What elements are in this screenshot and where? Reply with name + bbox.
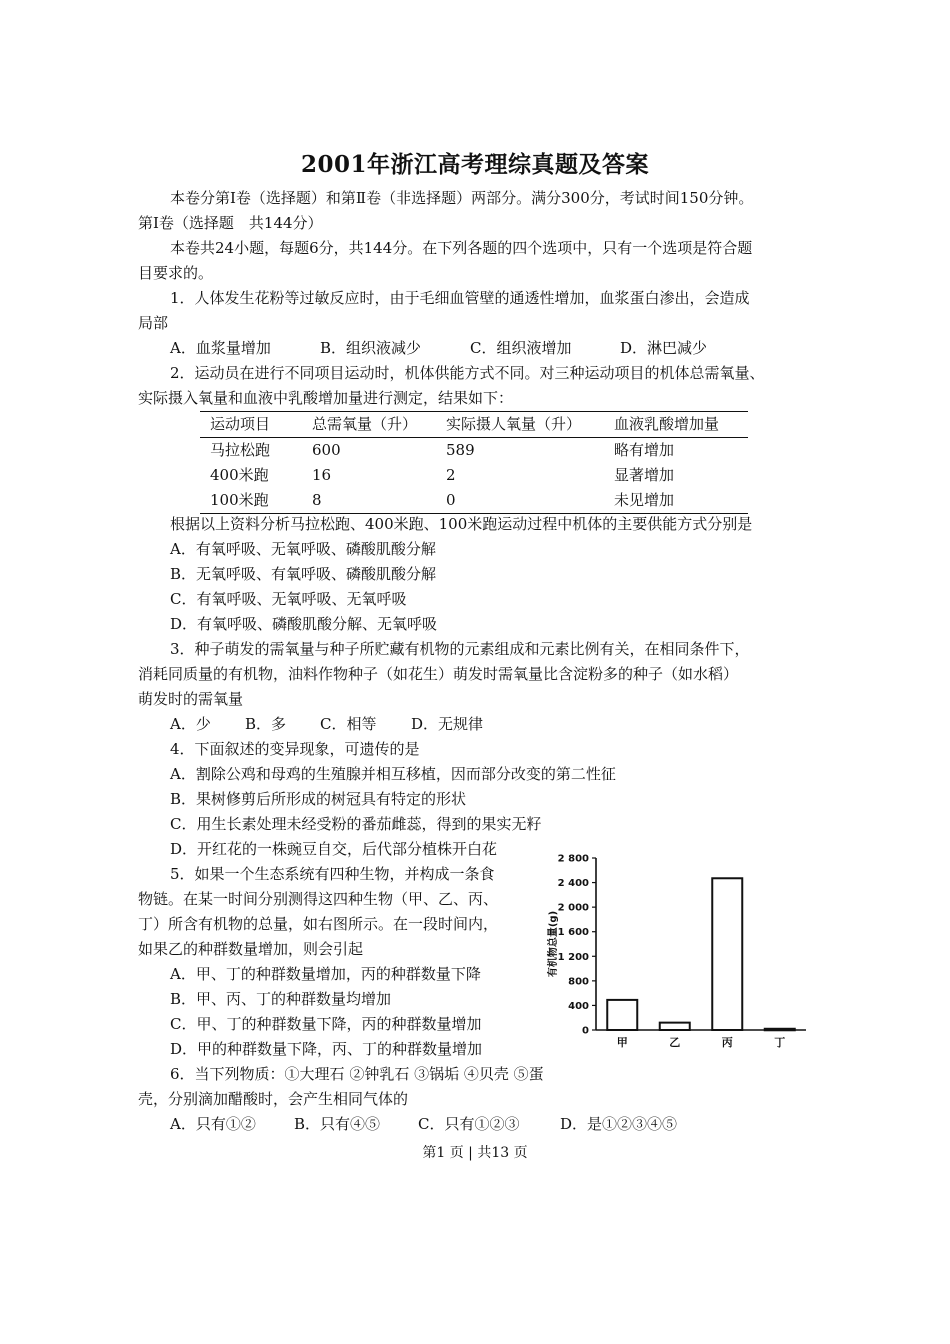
x-tick-label: 丁 <box>774 1036 786 1049</box>
table-header-cell: 实际摄人氧量（升） <box>446 415 582 433</box>
table-header-cell: 总需氧量（升） <box>312 415 418 433</box>
q3-stem-line-1: 3．种子萌发的需氧量与种子所贮藏有机物的元素组成和元素比例有关，在相同条件下， <box>170 640 750 658</box>
q3-stem-line-3: 萌发时的需氧量 <box>138 690 244 708</box>
q4-option-b: B．果树修剪后所形成的树冠具有特定的形状 <box>170 790 467 808</box>
q4-option-a: A．割除公鸡和母鸡的生殖腺并相互移植，因而部分改变的第二性征 <box>170 765 616 783</box>
q5-option-b: B．甲、丙、丁的种群数量均增加 <box>170 990 392 1008</box>
q2-stem-line-2: 实际摄入氧量和血液中乳酸增加量进行测定，结果如下： <box>138 389 514 407</box>
q3-stem-line-2: 消耗同质量的有机物，油料作物种子（如花生）萌发时需氧量比含淀粉多的种子（如水稻） <box>138 665 739 683</box>
x-tick-label: 乙 <box>669 1036 681 1049</box>
q5-option-d: D．甲的种群数量下降，丙、丁的种群数量增加 <box>170 1040 483 1058</box>
q2-question: 根据以上资料分析马拉松跑、400米跑、100米跑运动过程中机体的主要供能方式分别是 <box>170 515 753 533</box>
q6-option-b: B．只有④⑤ <box>294 1115 381 1133</box>
instructions-line-1: 本卷共24小题，每题6分，共144分。在下列各题的四个选项中，只有一个选项是符合题 <box>170 239 753 257</box>
q6-options <box>170 1114 677 1134</box>
q4-option-c: C．用生长素处理未经受粉的番茄雌蕊，得到的果实无籽 <box>170 815 542 833</box>
table-cell: 2 <box>446 466 456 484</box>
bar <box>765 1029 795 1031</box>
q2-option-a: A．有氧呼吸、无氧呼吸、磷酸肌酸分解 <box>170 540 436 558</box>
instructions-line-2: 目要求的。 <box>138 264 214 282</box>
table-cell: 0 <box>446 491 456 509</box>
y-tick-label: 800 <box>568 976 589 988</box>
table-cell: 略有增加 <box>614 441 675 459</box>
q2-option-c: C．有氧呼吸、无氧呼吸、无氧呼吸 <box>170 590 407 608</box>
q2-option-d: D．有氧呼吸、磷酸肌酸分解、无氧呼吸 <box>170 615 438 633</box>
bar <box>712 878 742 1030</box>
page-title: 2001年浙江高考理综真题及答案 <box>300 151 649 178</box>
q5-option-c: C．甲、丁的种群数量下降，丙的种群数量增加 <box>170 1015 482 1033</box>
table-cell: 100米跑 <box>210 491 269 509</box>
q2-stem-line-1: 2．运动员在进行不同项目运动时，机体供能方式不同。对三种运动项目的机体总需氧量、 <box>170 364 765 382</box>
y-tick-label: 1 200 <box>557 951 589 963</box>
q2-option-b: B．无氧呼吸、有氧呼吸、磷酸肌酸分解 <box>170 565 437 583</box>
y-tick-label: 2 000 <box>557 902 589 914</box>
table-row <box>200 488 748 514</box>
q1-stem-line-2: 局部 <box>138 314 169 332</box>
q3-option-b: B．多 <box>245 715 287 733</box>
q3-options <box>170 714 483 734</box>
q6-option-a: A．只有①② <box>170 1115 256 1133</box>
table-cell: 马拉松跑 <box>210 441 271 459</box>
table-row <box>200 438 748 464</box>
organic-matter-bar-chart <box>540 848 810 1053</box>
y-tick-label: 400 <box>568 1000 589 1012</box>
q4-stem: 4．下面叙述的变异现象，可遗传的是 <box>170 740 420 758</box>
q3-option-d: D．无规律 <box>411 715 484 733</box>
bar <box>607 1000 637 1030</box>
bar <box>660 1023 690 1030</box>
table-cell: 8 <box>312 491 322 509</box>
q1-options <box>170 338 707 358</box>
q6-option-d: D．是①②③④⑤ <box>560 1115 678 1133</box>
q1-option-d: D．淋巴减少 <box>620 339 708 357</box>
q1-option-c: C．组织液增加 <box>470 339 572 357</box>
q3-option-a: A．少 <box>170 715 211 733</box>
y-tick-label: 1 600 <box>557 927 589 939</box>
x-tick-label: 丙 <box>721 1036 733 1049</box>
q6-stem-line-1: 6．当下列物质：①大理石 ②钟乳石 ③锅垢 ④贝壳 ⑤蛋 <box>170 1065 544 1083</box>
q1-option-a: A．血浆量增加 <box>170 339 271 357</box>
q3-option-c: C．相等 <box>320 715 377 733</box>
table-header-cell: 血液乳酸增加量 <box>614 415 720 433</box>
q6-stem-line-2: 壳，分别滴加醋酸时，会产生相同气体的 <box>138 1090 409 1108</box>
table-header-row <box>200 412 748 438</box>
table-row <box>200 463 748 488</box>
section-heading: 第Ⅰ卷（选择题 共144分） <box>138 214 323 232</box>
q4-option-d: D．开红花的一株豌豆自交，后代部分植株开白花 <box>170 840 498 858</box>
table-cell: 600 <box>312 441 341 459</box>
q1-option-b: B．组织液减少 <box>320 339 422 357</box>
q5-stem-line-2: 物链。在某一时间分别测得这四种生物（甲、乙、丙、 <box>138 890 499 908</box>
table-header-cell: 运动项目 <box>210 415 271 433</box>
x-tick-label: 甲 <box>616 1036 628 1049</box>
q5-stem-line-1: 5．如果一个生态系统有四种生物，并构成一条食 <box>170 865 495 883</box>
y-tick-label: 2 400 <box>557 878 589 890</box>
table-cell: 显著增加 <box>614 466 675 484</box>
y-tick-label: 0 <box>582 1025 589 1037</box>
q5-stem-line-4: 如果乙的种群数量增加，则会引起 <box>138 940 364 958</box>
q5-stem-line-3: 丁）所含有机物的总量，如右图所示。在一段时间内， <box>138 915 499 933</box>
table-cell: 589 <box>446 441 475 459</box>
y-axis-label: 有机物总量(g) <box>548 910 559 978</box>
q1-stem-line-1: 1．人体发生花粉等过敏反应时，由于毛细血管壁的通透性增加，血浆蛋白渗出，会造成 <box>170 289 750 307</box>
q6-option-c: C．只有①②③ <box>418 1115 520 1133</box>
page-footer: 第1 页 | 共13 页 <box>422 1145 528 1161</box>
table-cell: 未见增加 <box>614 491 675 509</box>
y-tick-label: 2 800 <box>557 853 589 865</box>
q5-option-a: A．甲、丁的种群数量增加，丙的种群数量下降 <box>170 965 481 983</box>
table-cell: 16 <box>312 466 332 484</box>
q2-data-table <box>200 411 748 514</box>
table-cell: 400米跑 <box>210 466 269 484</box>
intro-text: 本卷分第Ⅰ卷（选择题）和第Ⅱ卷（非选择题）两部分。满分300分，考试时间150分钟。 <box>170 189 754 207</box>
